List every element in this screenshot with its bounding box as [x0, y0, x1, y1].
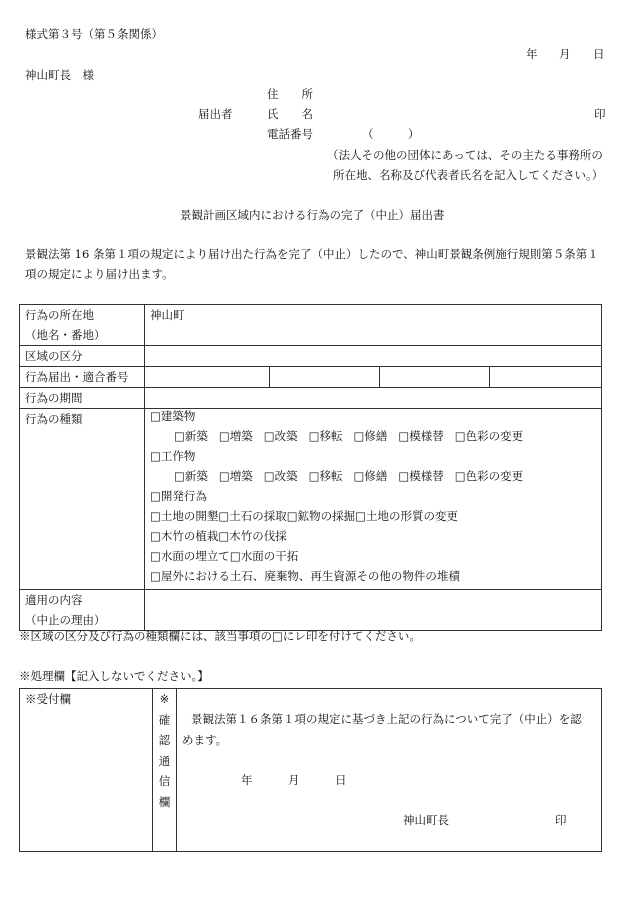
date-month-label: 月: [559, 47, 571, 61]
location-label: 行為の所在地: [25, 308, 94, 322]
area-value-cell[interactable]: [145, 346, 602, 367]
building-rebuild-checkbox[interactable]: □改築: [263, 429, 298, 443]
applicant-seal: 印: [594, 107, 606, 121]
name-label: 氏 名: [267, 107, 313, 121]
date-year-label: 年: [526, 47, 538, 61]
building-color-checkbox[interactable]: □色彩の変更: [454, 429, 524, 443]
number-cell-4[interactable]: [490, 367, 602, 388]
building-repair-checkbox[interactable]: □修繕: [353, 429, 388, 443]
kind-trees-checkboxes[interactable]: □木竹の植栽□木竹の伐採: [150, 529, 287, 543]
confirm-month-label: 月: [288, 773, 300, 787]
confirm-char: ※: [159, 692, 170, 706]
intro-line2: 項の規定により届け出ます。: [25, 267, 174, 281]
form-number: 様式第３号（第５条関係）: [25, 27, 163, 41]
reception-label: ※受付欄: [25, 692, 71, 706]
kind-development-checkbox[interactable]: □開発行為: [150, 489, 207, 503]
confirm-char: 確: [158, 712, 171, 727]
confirm-char: 欄: [158, 794, 171, 809]
structure-relocate-checkbox[interactable]: □移転: [308, 469, 343, 483]
confirmation-text-line1: 景観法第１６条第１項の規定に基づき上記の行為について完了（中止）を認: [191, 712, 582, 726]
confirm-year-label: 年: [241, 773, 253, 787]
notification-table: [19, 304, 602, 631]
building-remodel-checkbox[interactable]: □模様替: [398, 429, 444, 443]
location-label-cell: [20, 305, 145, 346]
content-value-cell[interactable]: [145, 590, 602, 631]
confirmation-text-line2: めます。: [182, 733, 228, 747]
confirm-char: 通: [158, 753, 171, 768]
structure-extend-checkbox[interactable]: □増築: [218, 469, 253, 483]
content-sublabel: （中止の理由）: [25, 613, 106, 627]
mayor-label: 神山町長: [403, 813, 449, 827]
applicant-label: 届出者: [198, 107, 233, 121]
intro-line1: 景観法第 16 条第１項の規定により届け出た行為を完了（中止）したので、神山町景観条例施行規則第５条第１: [25, 247, 599, 261]
processing-heading: ※処理欄【記入しないでください。】: [19, 669, 209, 683]
number-cell-1[interactable]: [145, 367, 270, 388]
structure-new-checkbox[interactable]: □新築: [174, 469, 208, 483]
content-label-cell: [20, 590, 145, 631]
addressee: 神山町長 様: [25, 68, 94, 82]
reception-cell: [20, 689, 153, 852]
location-value-cell[interactable]: [145, 305, 602, 346]
building-extend-checkbox[interactable]: □増築: [218, 429, 253, 443]
area-label: 区域の区分: [20, 346, 145, 367]
structure-repair-checkbox[interactable]: □修繕: [353, 469, 388, 483]
building-new-checkbox[interactable]: □新築: [174, 429, 208, 443]
kind-water-checkboxes[interactable]: □水面の埋立て□水面の干拓: [150, 549, 299, 563]
kind-structure-sub-options: [174, 469, 534, 483]
number-label: 行為届出・適合番号: [20, 367, 145, 388]
period-value-cell[interactable]: [145, 388, 602, 409]
kind-outdoor-checkbox[interactable]: □屋外における土石、廃棄物、再生資源その他の物件の堆積: [150, 569, 460, 583]
location-value: 神山町: [150, 308, 185, 322]
period-label: 行為の期間: [20, 388, 145, 409]
number-cell-3[interactable]: [380, 367, 490, 388]
building-relocate-checkbox[interactable]: □移転: [308, 429, 343, 443]
phone-paren: （ ）: [362, 127, 420, 141]
kind-land-checkboxes[interactable]: □土地の開墾□土石の採取□鉱物の採掘□土地の形質の変更: [150, 509, 458, 523]
confirm-column: [153, 689, 177, 852]
checkbox-footnote: ※区域の区分及び行為の種類欄には、該当事項の□にレ印を付けてください。: [19, 629, 421, 643]
kind-structure-checkbox[interactable]: □工作物: [150, 449, 196, 463]
applicant-note-line1: （法人その他の団体にあっては、その主たる事務所の: [327, 148, 603, 162]
content-label: 適用の内容: [25, 593, 83, 607]
phone-label: 電話番号: [267, 127, 313, 141]
confirm-char: 認: [158, 733, 171, 747]
confirm-char: 信: [158, 774, 171, 788]
kind-building-checkbox[interactable]: □建築物: [150, 409, 196, 423]
document-title: 景観計画区域内における行為の完了（中止）届出書: [180, 208, 445, 222]
confirmation-cell: [177, 689, 602, 852]
mayor-seal: 印: [555, 813, 567, 827]
kind-building-sub-options: [174, 429, 534, 443]
structure-remodel-checkbox[interactable]: □模様替: [398, 469, 444, 483]
location-sublabel: （地名・番地）: [25, 328, 106, 342]
structure-color-checkbox[interactable]: □色彩の変更: [454, 469, 524, 483]
kind-options-cell: [145, 409, 602, 590]
confirm-day-label: 日: [335, 773, 347, 787]
kind-label: 行為の種類: [20, 409, 145, 590]
structure-rebuild-checkbox[interactable]: □改築: [263, 469, 298, 483]
processing-table: [19, 688, 602, 852]
applicant-note-line2: 所在地、名称及び代表者氏名を記入してください。）: [333, 168, 604, 182]
date-day-label: 日: [593, 47, 605, 61]
address-label: 住 所: [267, 87, 313, 101]
number-cell-2[interactable]: [270, 367, 380, 388]
